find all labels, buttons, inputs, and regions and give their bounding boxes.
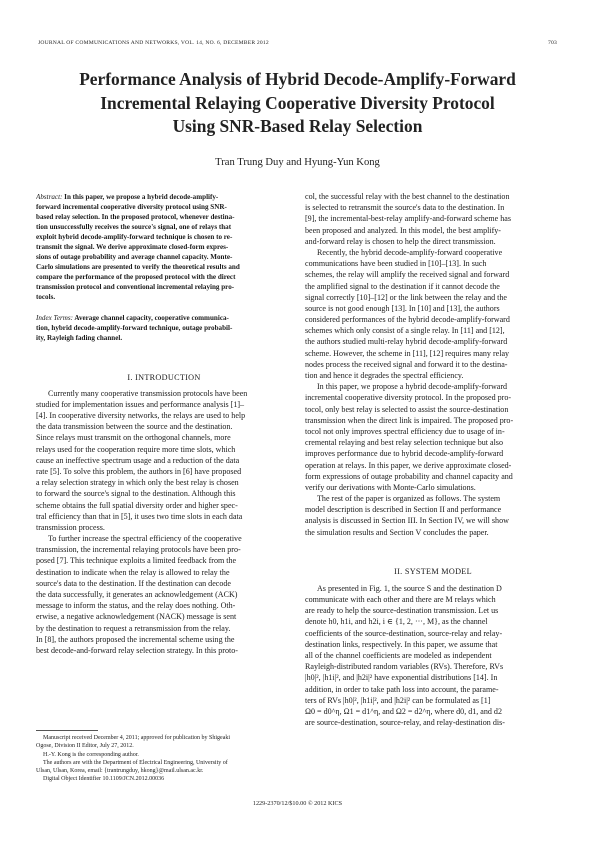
- abstract-line: forward incremental cooperative diversity protocol using SNR-: [36, 203, 227, 212]
- footnote-line: Ogose, Division II Editor, July 27, 2012.: [36, 743, 134, 750]
- title-line: Using SNR-Based Relay Selection: [172, 116, 423, 137]
- running-header: [38, 40, 557, 50]
- footnote-line: Manuscript received December 4, 2011; approved for publication by Shigeaki: [43, 735, 231, 741]
- text-line: the simulation results and Section V concludes the paper.: [305, 527, 489, 537]
- text-line: Currently many cooperative transmission protocols have been: [48, 388, 248, 398]
- text-line: by the destination to request a retransmission from the relay.: [36, 623, 231, 633]
- abstract-line: transmit the signal. We derive approximate closed-form expres-: [36, 243, 229, 252]
- text-line: signal correctly [10]–[12] or the link between the relay and the: [305, 292, 507, 302]
- text-line: the data transmission between the source and the destination.: [36, 422, 233, 432]
- text-line: tral efficiency than that in [5], it uses two time slots in each data: [36, 511, 243, 521]
- section-heading: II. SYSTEM MODEL: [394, 566, 472, 576]
- text-line: improves performance due to hybrid decode-amplify-forward: [305, 449, 504, 459]
- text-line: a relay selection strategy in which only the best relay is chosen: [36, 478, 239, 488]
- text-line: scheme obtains the full spatial diversity order and higher spec-: [36, 500, 238, 510]
- paragraph: [36, 388, 292, 533]
- text-line: studied for implementation issues and performance analysis [1]–: [36, 399, 245, 409]
- text-line: ters of RVs |h0|², |h1i|², and |h2i|² can be formulated as [1]: [305, 695, 491, 705]
- text-line: |h0|², |h1i|², and |h2i|² have exponential distributions [14]. In: [305, 673, 498, 683]
- abstract-line: exploit hybrid decode-amplify-forward technique is chosen to re-: [36, 233, 233, 242]
- text-line: cremental relaying and best relay selection technique but also: [305, 438, 503, 448]
- text-line: posed [7]. This technique exploits a limited feedback from the: [36, 556, 237, 566]
- abstract: [36, 192, 292, 303]
- title-line: Incremental Relaying Cooperative Diversity Protocol: [100, 92, 495, 113]
- index-terms: [36, 313, 292, 343]
- text-line: transmission process.: [36, 522, 105, 532]
- footnote-line: The authors are with the Department of Electrical Engineering, University of: [43, 759, 228, 766]
- text-line: operation at relays. In this paper, we derive approximate closed-: [305, 460, 512, 470]
- text-line: communications have been studied in [10]–[13]. In such: [305, 259, 487, 269]
- text-line: model description is described in Section II and performance: [305, 505, 502, 515]
- text-line: addition, in order to take path loss into account, the parame-: [305, 684, 499, 694]
- text-line: schemes, the relay will amplify the received signal and forward: [305, 270, 510, 280]
- paragraph: [305, 493, 561, 538]
- text-line: are source-destination, source-relay, and relay-destination dis-: [305, 718, 505, 728]
- text-line: is selected to retransmit the source's data to the destination. In: [305, 203, 505, 213]
- text-line: Ω0 = d0^η, Ω1 = d1^η, and Ω2 = d2^η, where d0, d1, and d2: [305, 706, 502, 716]
- journal-name: JOURNAL OF COMMUNICATIONS AND NETWORKS, VOL. 14, NO. 6, DECEMBER 2012: [38, 40, 269, 46]
- text-line: form expressions of outage probability and channel capacity and: [305, 471, 513, 481]
- text-line: Since relays must transmit on the orthogonal channels, more: [36, 433, 231, 443]
- index-terms-label: Index Terms:: [36, 313, 73, 322]
- text-line: As presented in Fig. 1, the source S and the destination D: [317, 583, 502, 593]
- text-line: the authors studied multi-relay hybrid decode-amplify-forward: [305, 337, 508, 347]
- abstract-line: Carlo simulations are presented to verify the theoretical results and: [36, 263, 240, 272]
- text-line: denote h0, h1i, and h2i, i ∈ {1, 2, ···, M}, as the channel: [305, 617, 488, 627]
- paragraph: [305, 583, 561, 728]
- paragraph: [305, 191, 561, 247]
- index-terms-line: [36, 313, 292, 323]
- text-line: transmission when the direct link is impaired. The proposed pro-: [305, 415, 514, 425]
- index-terms-text: Average channel capacity, cooperative communica-: [72, 313, 229, 322]
- section-heading: I. INTRODUCTION: [127, 372, 201, 382]
- text-line: source's data to the destination. If the destination can decode: [36, 578, 231, 588]
- text-line: the amplified signal to the destination if it cannot decode the: [305, 281, 500, 291]
- right-column: [305, 191, 561, 728]
- text-line: col, the successful relay with the best channel to the destination: [305, 192, 510, 201]
- text-line: destination to indicate when the relay is allowed to relay the: [36, 567, 230, 577]
- text-line: The rest of the paper is organized as follows. The system: [317, 494, 501, 504]
- paragraph: [305, 247, 561, 381]
- text-line: considered performances of the hybrid decode-amplify-forward: [305, 315, 510, 325]
- paper-title: [30, 68, 565, 139]
- text-line: source is not good enough [13]. In [10] and [13], the authors: [305, 303, 500, 313]
- abstract-label: Abstract:: [36, 193, 63, 201]
- copyright-notice: 1229-2370/12/$10.00 © 2012 KICS: [252, 800, 343, 807]
- page-number: 703: [548, 40, 557, 46]
- abstract-line: based relay selection. In the proposed protocol, whenever destina-: [36, 213, 235, 222]
- paragraph: [36, 533, 292, 656]
- text-line: best decode-and-forward relay selection strategy. In this proto-: [36, 645, 238, 655]
- text-line: In [8], the authors proposed the incremental scheme using the: [36, 634, 235, 644]
- title-line: Performance Analysis of Hybrid Decode-Amplify-Forward: [79, 69, 516, 89]
- text-line: verify our derivations with Monte-Carlo simulations.: [305, 482, 476, 492]
- text-line: rate [5]. To solve this problem, the authors in [6] have proposed: [36, 466, 242, 476]
- index-terms-line: ity, Rayleigh fading channel.: [36, 333, 123, 342]
- text-line: transmission, the incremental relaying protocols have been pro-: [36, 545, 241, 555]
- abstract-line: tocols.: [36, 293, 56, 302]
- paragraph: [305, 381, 561, 493]
- abstract-text: In this paper, we propose a hybrid decode-amplify-: [62, 193, 219, 201]
- text-line: the data successfully, it generates an acknowledgement (ACK): [36, 590, 238, 600]
- text-line: message to inform the status, and the relay does nothing. Oth-: [36, 601, 236, 611]
- text-line: [4]. In cooperative diversity networks, the relays are used to help: [36, 411, 246, 421]
- text-line: schemes which only consist of a single relay. In [11] and [12],: [305, 326, 505, 336]
- text-line: erwise, a negative acknowledgement (NACK) message is sent: [36, 612, 237, 622]
- text-line: tion and hence it degrades the spectral efficiency.: [305, 371, 464, 380]
- text-line: relays used for the cooperation require more time slots, which: [36, 444, 236, 454]
- abstract-line: [36, 192, 292, 202]
- author-list: Tran Trung Duy and Hyung-Yun Kong: [215, 157, 380, 168]
- text-line: To further increase the spectral efficiency of the cooperative: [48, 534, 242, 544]
- text-line: coefficients of the source-destination, source-relay and relay-: [305, 628, 503, 638]
- text-line: tocol not only improves spectral efficiency due to usage of in-: [305, 426, 505, 436]
- text-line: tocol, only best relay is selected to assist the source-destination: [305, 404, 509, 414]
- index-terms-line: tion, hybrid decode-amplify-forward technique, outage probabil-: [36, 323, 233, 332]
- abstract-line: transmission protocol and conventional incremental relaying pro-: [36, 283, 235, 292]
- footnotes: [36, 730, 292, 784]
- text-line: nodes process the received signal and forward it to the destina-: [305, 359, 508, 369]
- left-column: [36, 192, 292, 656]
- text-line: and-forward relay is chosen to help the direct transmission.: [305, 236, 496, 246]
- text-line: Rayleigh-distributed random variables (RVs). Therefore, RVs: [305, 662, 504, 672]
- text-line: all of the channel coefficients are modeled as independent: [305, 650, 492, 660]
- text-line: [9], the incremental-best-relay amplify-and-forward scheme has: [305, 214, 511, 224]
- footnote-rule: [36, 730, 98, 731]
- footnote-line: Digital Object Identifier 10.1109/JCN.2012.00036: [43, 776, 165, 783]
- text-line: to forward the source's signal to the destination. Although this: [36, 489, 236, 499]
- abstract-line: compare the performance of the proposed protocol with the direct: [36, 273, 236, 282]
- text-line: been proposed and analyzed. In this model, the best amplify-: [305, 225, 501, 235]
- text-line: communicate with each other and there are M relays which: [305, 595, 496, 604]
- abstract-line: sions of outage probability and average channel capacity. Monte-: [36, 253, 233, 262]
- text-line: incremental cooperative diversity protocol. In the proposed pro-: [305, 393, 512, 403]
- text-line: cause an ineffective spectrum usage and a reduction of the data: [36, 455, 240, 465]
- abstract-line: tion unsuccessfully receives the source's signal, one of relays that: [36, 223, 232, 232]
- footnote-line: H.-Y. Kong is the corresponding author.: [43, 751, 139, 758]
- text-line: destination links, respectively. In this paper, we assume that: [305, 639, 498, 649]
- text-line: are ready to help the source-destination transmission. Let us: [305, 606, 499, 616]
- text-line: analysis is discussed in Section III. In Section IV, we will show: [305, 516, 509, 526]
- text-line: Recently, the hybrid decode-amplify-forward cooperative: [317, 247, 503, 257]
- text-line: In this paper, we propose a hybrid decode-amplify-forward: [317, 382, 508, 392]
- footnote-line: Ulsan, Ulsan, Korea, email: {trantrungduy, hkong}@mail.ulsan.ac.kr.: [36, 768, 204, 775]
- text-line: scheme. However, the scheme in [11], [12] requires many relay: [305, 348, 510, 358]
